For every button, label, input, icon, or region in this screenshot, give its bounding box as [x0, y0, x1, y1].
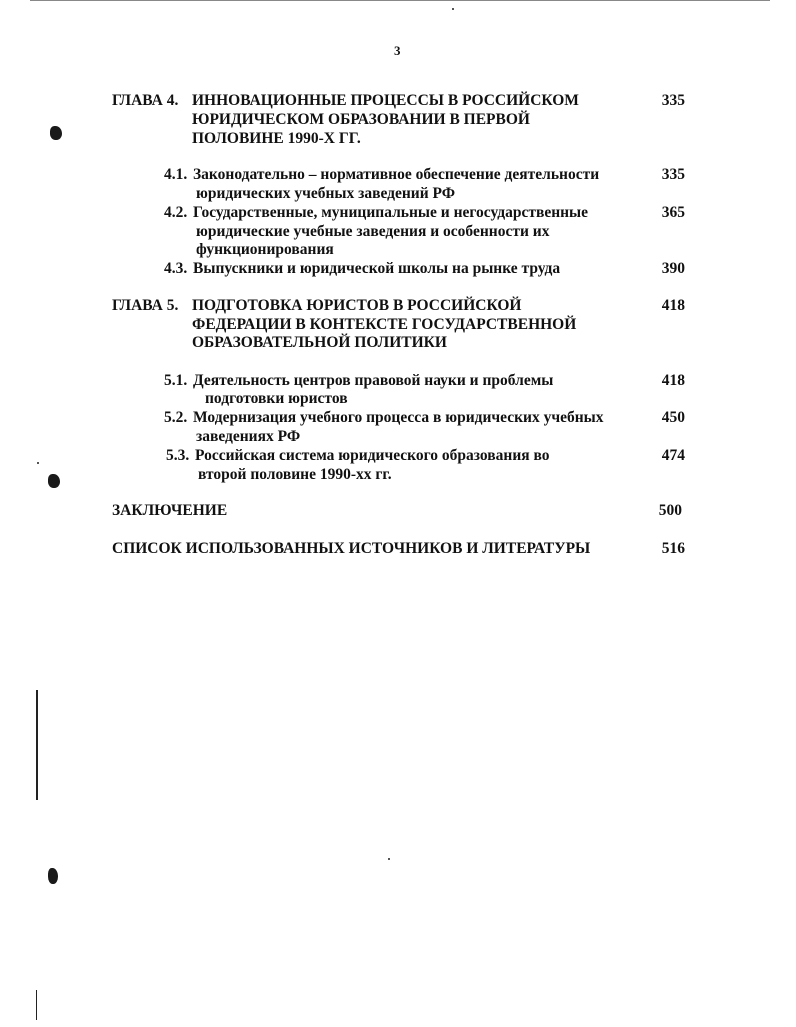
section-number: 5.3. [166, 447, 190, 464]
section-page-number: 390 [661, 260, 685, 277]
section-page-number: 365 [661, 204, 685, 221]
page-number: 3 [394, 43, 401, 58]
section-title-line: Законодательно – нормативное обеспечение деятельности [193, 166, 600, 183]
chapter-page-number: 418 [661, 297, 685, 314]
scan-left-edge-mark [36, 990, 37, 1020]
section-title-line: юридические учебные заведения и особенности их [196, 223, 550, 240]
section-page-number: 474 [661, 447, 685, 464]
section-title-line: подготовки юристов [205, 390, 348, 407]
scan-speck [388, 858, 390, 860]
section-title-line: второй половине 1990-хх гг. [198, 466, 392, 483]
chapter-page-number: 335 [661, 92, 685, 109]
scan-top-edge [30, 0, 770, 1]
section-number: 4.2. [164, 204, 188, 221]
section-title-line: Государственные, муниципальные и негосударственные [193, 204, 589, 221]
toc-bibliography-page: 516 [661, 540, 685, 557]
chapter-label: ГЛАВА 5. [112, 297, 179, 314]
section-page-number: 335 [661, 166, 685, 183]
scan-blot [48, 868, 58, 884]
chapter-title-line: ОБРАЗОВАТЕЛЬНОЙ ПОЛИТИКИ [192, 334, 447, 351]
section-number: 5.1. [164, 372, 188, 389]
scan-blot [50, 126, 62, 140]
section-title-line: Деятельность центров правовой науки и проблемы [193, 372, 554, 389]
chapter-title-line: ЮРИДИЧЕСКОМ ОБРАЗОВАНИИ В ПЕРВОЙ [192, 111, 530, 128]
section-number: 4.1. [164, 166, 188, 183]
section-number: 4.3. [164, 260, 188, 277]
toc-conclusion-page: 500 [658, 502, 682, 519]
section-number: 5.2. [164, 409, 188, 426]
section-title-line: юридических учебных заведений РФ [196, 185, 456, 202]
scan-speck [452, 8, 454, 10]
chapter-title-line: ПОЛОВИНЕ 1990-Х ГГ. [192, 130, 361, 147]
section-page-number: 450 [661, 409, 685, 426]
scan-left-edge-mark [36, 690, 38, 800]
section-page-number: 418 [661, 372, 685, 389]
section-title-line: Российская система юридического образования во [195, 447, 550, 464]
section-title-line: заведениях РФ [196, 428, 301, 445]
chapter-title-line: ИННОВАЦИОННЫЕ ПРОЦЕССЫ В РОССИЙСКОМ [192, 92, 579, 109]
toc-conclusion-label: ЗАКЛЮЧЕНИЕ [112, 502, 228, 519]
section-title-line: Выпускники и юридической школы на рынке труда [193, 260, 561, 277]
scan-blot [48, 474, 60, 488]
section-title-line: функционирования [196, 241, 334, 258]
chapter-title-line: ФЕДЕРАЦИИ В КОНТЕКСТЕ ГОСУДАРСТВЕННОЙ [192, 316, 577, 333]
toc-bibliography-label: СПИСОК ИСПОЛЬЗОВАННЫХ ИСТОЧНИКОВ И ЛИТЕРАТУРЫ [112, 540, 591, 557]
section-title-line: Модернизация учебного процесса в юридических учебных [193, 409, 604, 426]
chapter-label: ГЛАВА 4. [112, 92, 179, 109]
scan-speck [37, 462, 39, 464]
chapter-title-line: ПОДГОТОВКА ЮРИСТОВ В РОССИЙСКОЙ [192, 297, 522, 314]
